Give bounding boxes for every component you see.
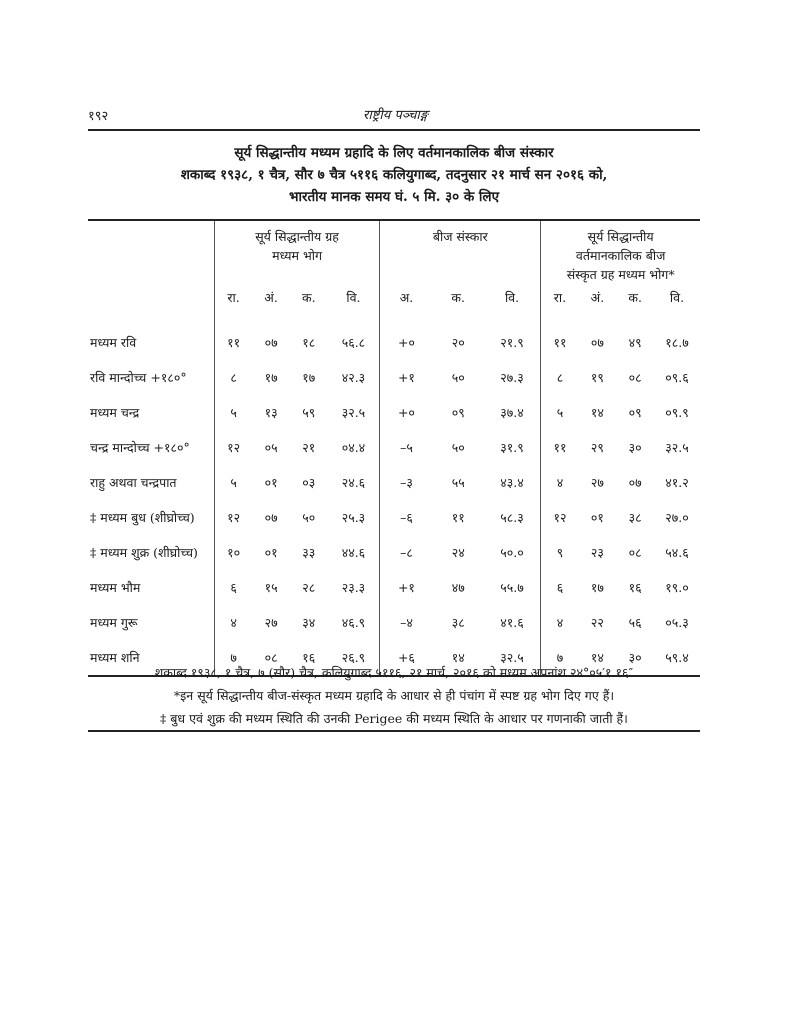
mean-cell: ४४.६ [341, 545, 366, 560]
corrected-cell: ०९.९ [665, 405, 689, 420]
mean-cell: ०४.४ [341, 440, 366, 455]
bija-cell: +१ [380, 570, 433, 605]
row-label: मध्यम शनि [90, 650, 140, 665]
corrected-cell: २३ [590, 545, 604, 560]
corrected-cell: ११ [541, 430, 579, 465]
running-title: राष्ट्रीय पञ्चाङ्ग [363, 108, 428, 123]
corrected-cell: ०८ [628, 545, 642, 560]
mean-cell: ११ [214, 325, 252, 360]
title-line-2: शकाब्द १९३८, १ चैत्र, सौर ७ चैत्र ५११६ कलियुगाब्द, तदनुसार २१ मार्च सन २०१६ को, [180, 167, 608, 183]
bija-cell: +० [380, 395, 433, 430]
corrected-cell: २७.० [665, 510, 689, 525]
mean-cell: ०१ [264, 475, 278, 490]
corrected-cell: १२ [541, 500, 579, 535]
title-line-1: सूर्य सिद्धान्तीय मध्यम ग्रहादि के लिए वर्तमानकालिक बीज संस्कार [234, 145, 554, 161]
corrected-cell: ४१.२ [665, 475, 689, 490]
mean-cell: २१ [302, 440, 316, 455]
mean-cell: २६.९ [341, 650, 366, 665]
mean-cell: ७ [214, 640, 252, 676]
page-number: १९२ [88, 109, 109, 124]
mean-cell: ५० [302, 510, 316, 525]
row-label: चन्द्र मान्दोच्च +१८०° [90, 440, 190, 455]
bija-cell: ५५ [451, 475, 465, 490]
corrected-cell: १७ [590, 580, 604, 595]
table-body [88, 325, 700, 676]
mean-cell: ५९ [302, 405, 316, 420]
unit-corrected-rashi: रा. [541, 289, 579, 325]
corrected-cell: १४ [590, 650, 604, 665]
corrected-cell: २७ [590, 475, 604, 490]
bija-cell: १४ [451, 650, 465, 665]
corrected-header-line-3: संस्कृत ग्रह मध्यम भोग* [566, 267, 675, 282]
footnotes [88, 661, 700, 730]
bija-cell: ०९ [451, 405, 465, 420]
row-label: रवि मान्दोच्च +१८०° [90, 370, 187, 385]
title-line-3: भारतीय मानक समय घं. ५ मि. ३० के लिए [288, 189, 500, 205]
corrected-cell: ५ [541, 395, 579, 430]
mean-cell: २७ [264, 615, 278, 630]
mean-cell: ०५ [264, 440, 278, 455]
unit-bija-vikala: वि. [504, 290, 520, 305]
bija-cell: ४१.६ [500, 615, 524, 630]
bija-cell: २१.९ [500, 335, 524, 350]
mean-cell: १२ [214, 500, 252, 535]
note-double-dagger: ‡ बुध एवं शुक्र की मध्यम स्थिति की उनकी Perigee की मध्यम स्थिति के आधार पर गणनाकी जाती हैं। [160, 711, 628, 726]
note-ayanamsha: शकाब्द १९३८, १ चैत्र, ७ (सौर) चैत्र, कलियुगाब्द ५११६, २१ मार्च, २०१६ को मध्यम अपनांश २४°०५′१.१६″ [154, 665, 634, 680]
bija-cell: –५ [380, 430, 433, 465]
corrected-cell: ०५.३ [665, 615, 689, 630]
mean-cell: ४६.९ [341, 615, 366, 630]
table-row [88, 500, 700, 535]
unit-corrected-kala: क. [628, 290, 642, 305]
corrected-cell: १४ [590, 405, 604, 420]
mean-cell: ५ [214, 395, 252, 430]
corrected-cell: ०८ [628, 370, 642, 385]
group-header-row [88, 220, 700, 289]
row-label: ‡ मध्यम शुक्र (शीघ्रोच्च) [90, 545, 198, 560]
mean-cell: ३२.५ [341, 405, 366, 420]
bija-cell: +६ [380, 640, 433, 676]
mean-cell: १० [214, 535, 252, 570]
mean-cell: ५ [214, 465, 252, 500]
corrected-cell: ४ [541, 605, 579, 640]
bija-cell: ११ [451, 510, 465, 525]
mean-cell: १३ [264, 405, 278, 420]
unit-mean-ansh: अं. [264, 290, 278, 305]
group-header-mean [214, 220, 379, 289]
row-label: मध्यम चन्द्र [90, 405, 140, 420]
table-row [88, 360, 700, 395]
corrected-cell: ३० [628, 440, 642, 455]
mean-cell: ८ [214, 360, 252, 395]
corrected-cell: ११ [541, 325, 579, 360]
corrected-cell: ८ [541, 360, 579, 395]
row-label: मध्यम गुरू [90, 615, 138, 630]
row-label: मध्यम रवि [90, 335, 137, 350]
unit-header-row [88, 289, 700, 325]
mean-cell: १५ [264, 580, 278, 595]
corrected-cell: ४ [541, 465, 579, 500]
mean-cell: २८ [302, 580, 316, 595]
mean-header-line-1: सूर्य सिद्धान्तीय ग्रह [255, 229, 339, 244]
bija-cell: २० [451, 335, 465, 350]
row-label: ‡ मध्यम बुध (शीघ्रोच्च) [90, 510, 195, 525]
unit-bija-kala: क. [451, 290, 465, 305]
mean-cell: १६ [302, 650, 316, 665]
corrected-cell: ३८ [628, 510, 642, 525]
corrected-header-line-1: सूर्य सिद्धान्तीय [587, 229, 654, 244]
mean-cell: २५.३ [341, 510, 366, 525]
bija-cell: ५८.३ [500, 510, 524, 525]
corrected-cell: २९ [590, 440, 604, 455]
bija-cell: –८ [380, 535, 433, 570]
corrected-cell: ६ [541, 570, 579, 605]
corrected-cell: १८.७ [665, 335, 689, 350]
corrected-cell: ५६ [628, 615, 642, 630]
mean-cell: ४२.३ [341, 370, 366, 385]
mean-cell: ३३ [302, 545, 316, 560]
bija-cell: ३७.४ [500, 405, 524, 420]
mean-cell: ०७ [264, 335, 278, 350]
corrected-cell: ०७ [590, 335, 604, 350]
corrected-cell: २२ [590, 615, 604, 630]
unit-corrected-ansh: अं. [590, 290, 605, 305]
corrected-cell: ०९ [628, 405, 642, 420]
corrected-cell: ५९.४ [665, 650, 689, 665]
bija-cell: ३२.५ [500, 650, 524, 665]
table-row [88, 465, 700, 500]
bija-cell: ५०.० [500, 545, 524, 560]
mean-cell: ०३ [302, 475, 316, 490]
corrected-cell: ७ [541, 640, 579, 676]
bija-cell: २४ [451, 545, 465, 560]
mean-cell: ०७ [264, 510, 278, 525]
group-header-bija [380, 220, 541, 289]
mean-cell: ४ [214, 605, 252, 640]
corrected-cell: ३२.५ [665, 440, 689, 455]
mean-cell: २३.३ [341, 580, 366, 595]
header-rule [88, 129, 700, 131]
mean-cell: ६ [214, 570, 252, 605]
mean-header-line-2: मध्यम भोग [272, 248, 323, 263]
bija-cell: ५० [451, 370, 465, 385]
corrected-cell: ४९ [628, 335, 642, 350]
row-label: मध्यम भौम [90, 580, 141, 595]
table-row [88, 605, 700, 640]
bija-header-line-1: बीज संस्कार [432, 229, 488, 244]
corrected-header-line-2: वर्तमानकालिक बीज [575, 248, 666, 263]
mean-cell: १८ [302, 335, 316, 350]
corrected-cell: १९.० [665, 580, 689, 595]
corrected-cell: १६ [628, 580, 642, 595]
bija-cell: ३१.९ [500, 440, 524, 455]
table-title [88, 142, 700, 208]
bija-cell: ३८ [451, 615, 465, 630]
mean-cell: ५६.८ [341, 335, 366, 350]
corrected-cell: १९ [590, 370, 604, 385]
bija-cell: +० [380, 325, 433, 360]
unit-mean-rashi: रा. [214, 289, 252, 325]
table-row [88, 430, 700, 465]
bija-cell: +१ [380, 360, 433, 395]
bija-table-container [88, 219, 700, 677]
group-header-corrected [541, 220, 700, 289]
bija-cell: ४७ [451, 580, 465, 595]
mean-cell: ०८ [264, 650, 278, 665]
corrected-cell: ५४.६ [665, 545, 689, 560]
bija-cell: ५० [451, 440, 465, 455]
bija-cell: ५५.७ [500, 580, 524, 595]
corrected-cell: ३० [628, 650, 642, 665]
unit-mean-vikala: वि. [346, 290, 361, 305]
bija-cell: –६ [380, 500, 433, 535]
table-row [88, 535, 700, 570]
table-row [88, 325, 700, 360]
table-row [88, 395, 700, 430]
corrected-cell: ९ [541, 535, 579, 570]
mean-cell: २४.६ [341, 475, 366, 490]
note-asterisk: *इन सूर्य सिद्धान्तीय बीज-संस्कृत मध्यम ग्रहादि के आधार से ही पंचांग में स्पष्ट ग्रह भोग दिए गए हैं। [173, 688, 615, 703]
unit-corrected-vikala: वि. [669, 290, 685, 305]
mean-cell: १७ [264, 370, 278, 385]
mean-cell: १७ [302, 370, 316, 385]
mean-cell: ०१ [264, 545, 278, 560]
label-header-blank [88, 220, 214, 289]
bija-cell: ४३.४ [500, 475, 524, 490]
row-label: राहु अथवा चन्द्रपात [90, 475, 177, 490]
mean-cell: १२ [214, 430, 252, 465]
corrected-cell: ०९.६ [665, 370, 689, 385]
bija-cell: २७.३ [500, 370, 524, 385]
bija-cell: –३ [380, 465, 433, 500]
unit-bija-ansh: अ. [380, 289, 433, 325]
unit-blank [88, 289, 214, 325]
bija-cell: –४ [380, 605, 433, 640]
corrected-cell: ०१ [590, 510, 604, 525]
corrected-cell: ०७ [628, 475, 642, 490]
unit-mean-kala: क. [302, 290, 316, 305]
footer-rule [88, 730, 700, 732]
table-row [88, 570, 700, 605]
mean-cell: ३४ [302, 615, 316, 630]
bija-sanskar-table [88, 219, 700, 677]
